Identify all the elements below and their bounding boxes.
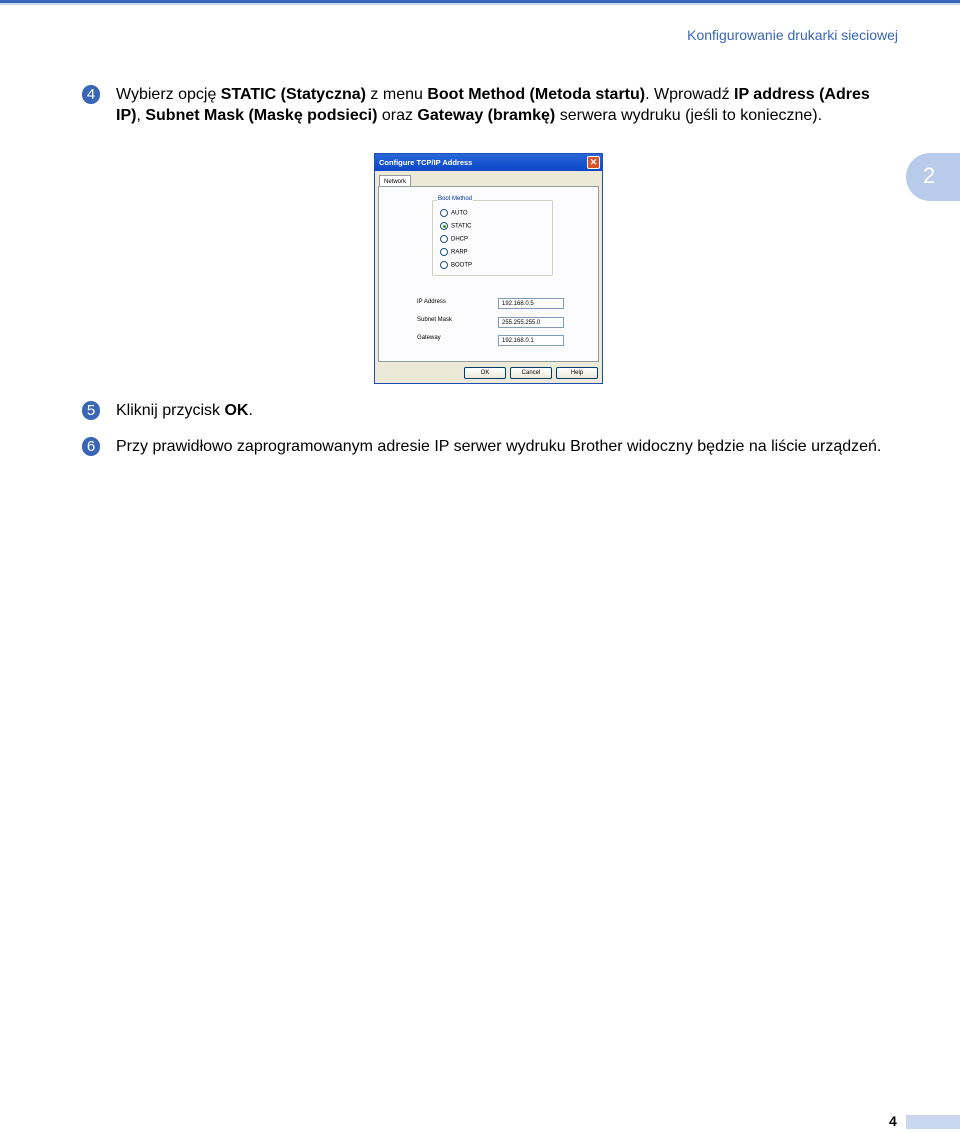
ip-address-label: IP Address bbox=[417, 299, 446, 305]
radio-icon bbox=[440, 209, 448, 217]
radio-icon bbox=[440, 248, 448, 256]
cancel-button[interactable]: Cancel bbox=[510, 367, 552, 379]
radio-icon bbox=[440, 261, 448, 269]
radio-rarp[interactable]: RARP bbox=[440, 248, 468, 257]
page-number: 4 bbox=[889, 1113, 897, 1129]
step-5 bbox=[82, 400, 882, 422]
help-button[interactable]: Help bbox=[556, 367, 598, 379]
radio-selected-icon bbox=[440, 222, 448, 230]
tab-network[interactable]: Network bbox=[379, 175, 411, 187]
step-number: 4 bbox=[82, 85, 100, 104]
step-6 bbox=[82, 436, 882, 480]
chapter-tab bbox=[906, 153, 960, 201]
dialog-title-bar bbox=[375, 154, 602, 171]
subnet-mask-label: Subnet Mask bbox=[417, 317, 453, 323]
step-text: Wybierz opcję STATIC (Statyczna) z menu Boot Method (Metoda startu). Wprowadź IP address (Adres IP), Subnet Mask (Maskę podsieci) oraz Gateway (bramkę) serwera wydruku (jeśli to konieczne). bbox=[116, 86, 870, 124]
gateway-field[interactable]: 192.168.0.1 bbox=[498, 335, 564, 346]
step-number: 6 bbox=[82, 437, 100, 456]
boot-method-group bbox=[432, 196, 553, 276]
dialog-title: Configure TCP/IP Address bbox=[379, 158, 473, 167]
subnet-mask-field[interactable]: 255.255.255.0 bbox=[498, 317, 564, 328]
close-icon[interactable]: ✕ bbox=[587, 156, 600, 169]
radio-dhcp[interactable]: DHCP bbox=[440, 235, 468, 244]
step-4 bbox=[82, 84, 882, 148]
radio-auto[interactable]: AUTO bbox=[440, 209, 468, 218]
network-panel bbox=[378, 186, 599, 362]
ip-address-field[interactable]: 192.168.0.5 bbox=[498, 298, 564, 309]
step-number: 5 bbox=[82, 401, 100, 420]
ok-button[interactable]: OK bbox=[464, 367, 506, 379]
radio-bootp[interactable]: BOOTP bbox=[440, 261, 472, 270]
configure-tcpip-dialog bbox=[374, 153, 603, 384]
running-header: Konfigurowanie drukarki sieciowej bbox=[687, 27, 898, 43]
radio-icon bbox=[440, 235, 448, 243]
chapter-number: 2 bbox=[923, 163, 936, 188]
header-rule-shadow bbox=[0, 3, 960, 5]
step-text: Kliknij przycisk OK. bbox=[116, 402, 253, 419]
radio-static[interactable]: STATIC bbox=[440, 222, 471, 231]
gateway-label: Gateway bbox=[417, 335, 441, 341]
step-text: Przy prawidłowo zaprogramowanym adresie IP serwer wydruku Brother widoczny będzie na liście urządzeń. bbox=[116, 438, 882, 455]
footer-bar bbox=[906, 1115, 960, 1129]
boot-method-label: Boot Method bbox=[438, 196, 473, 202]
